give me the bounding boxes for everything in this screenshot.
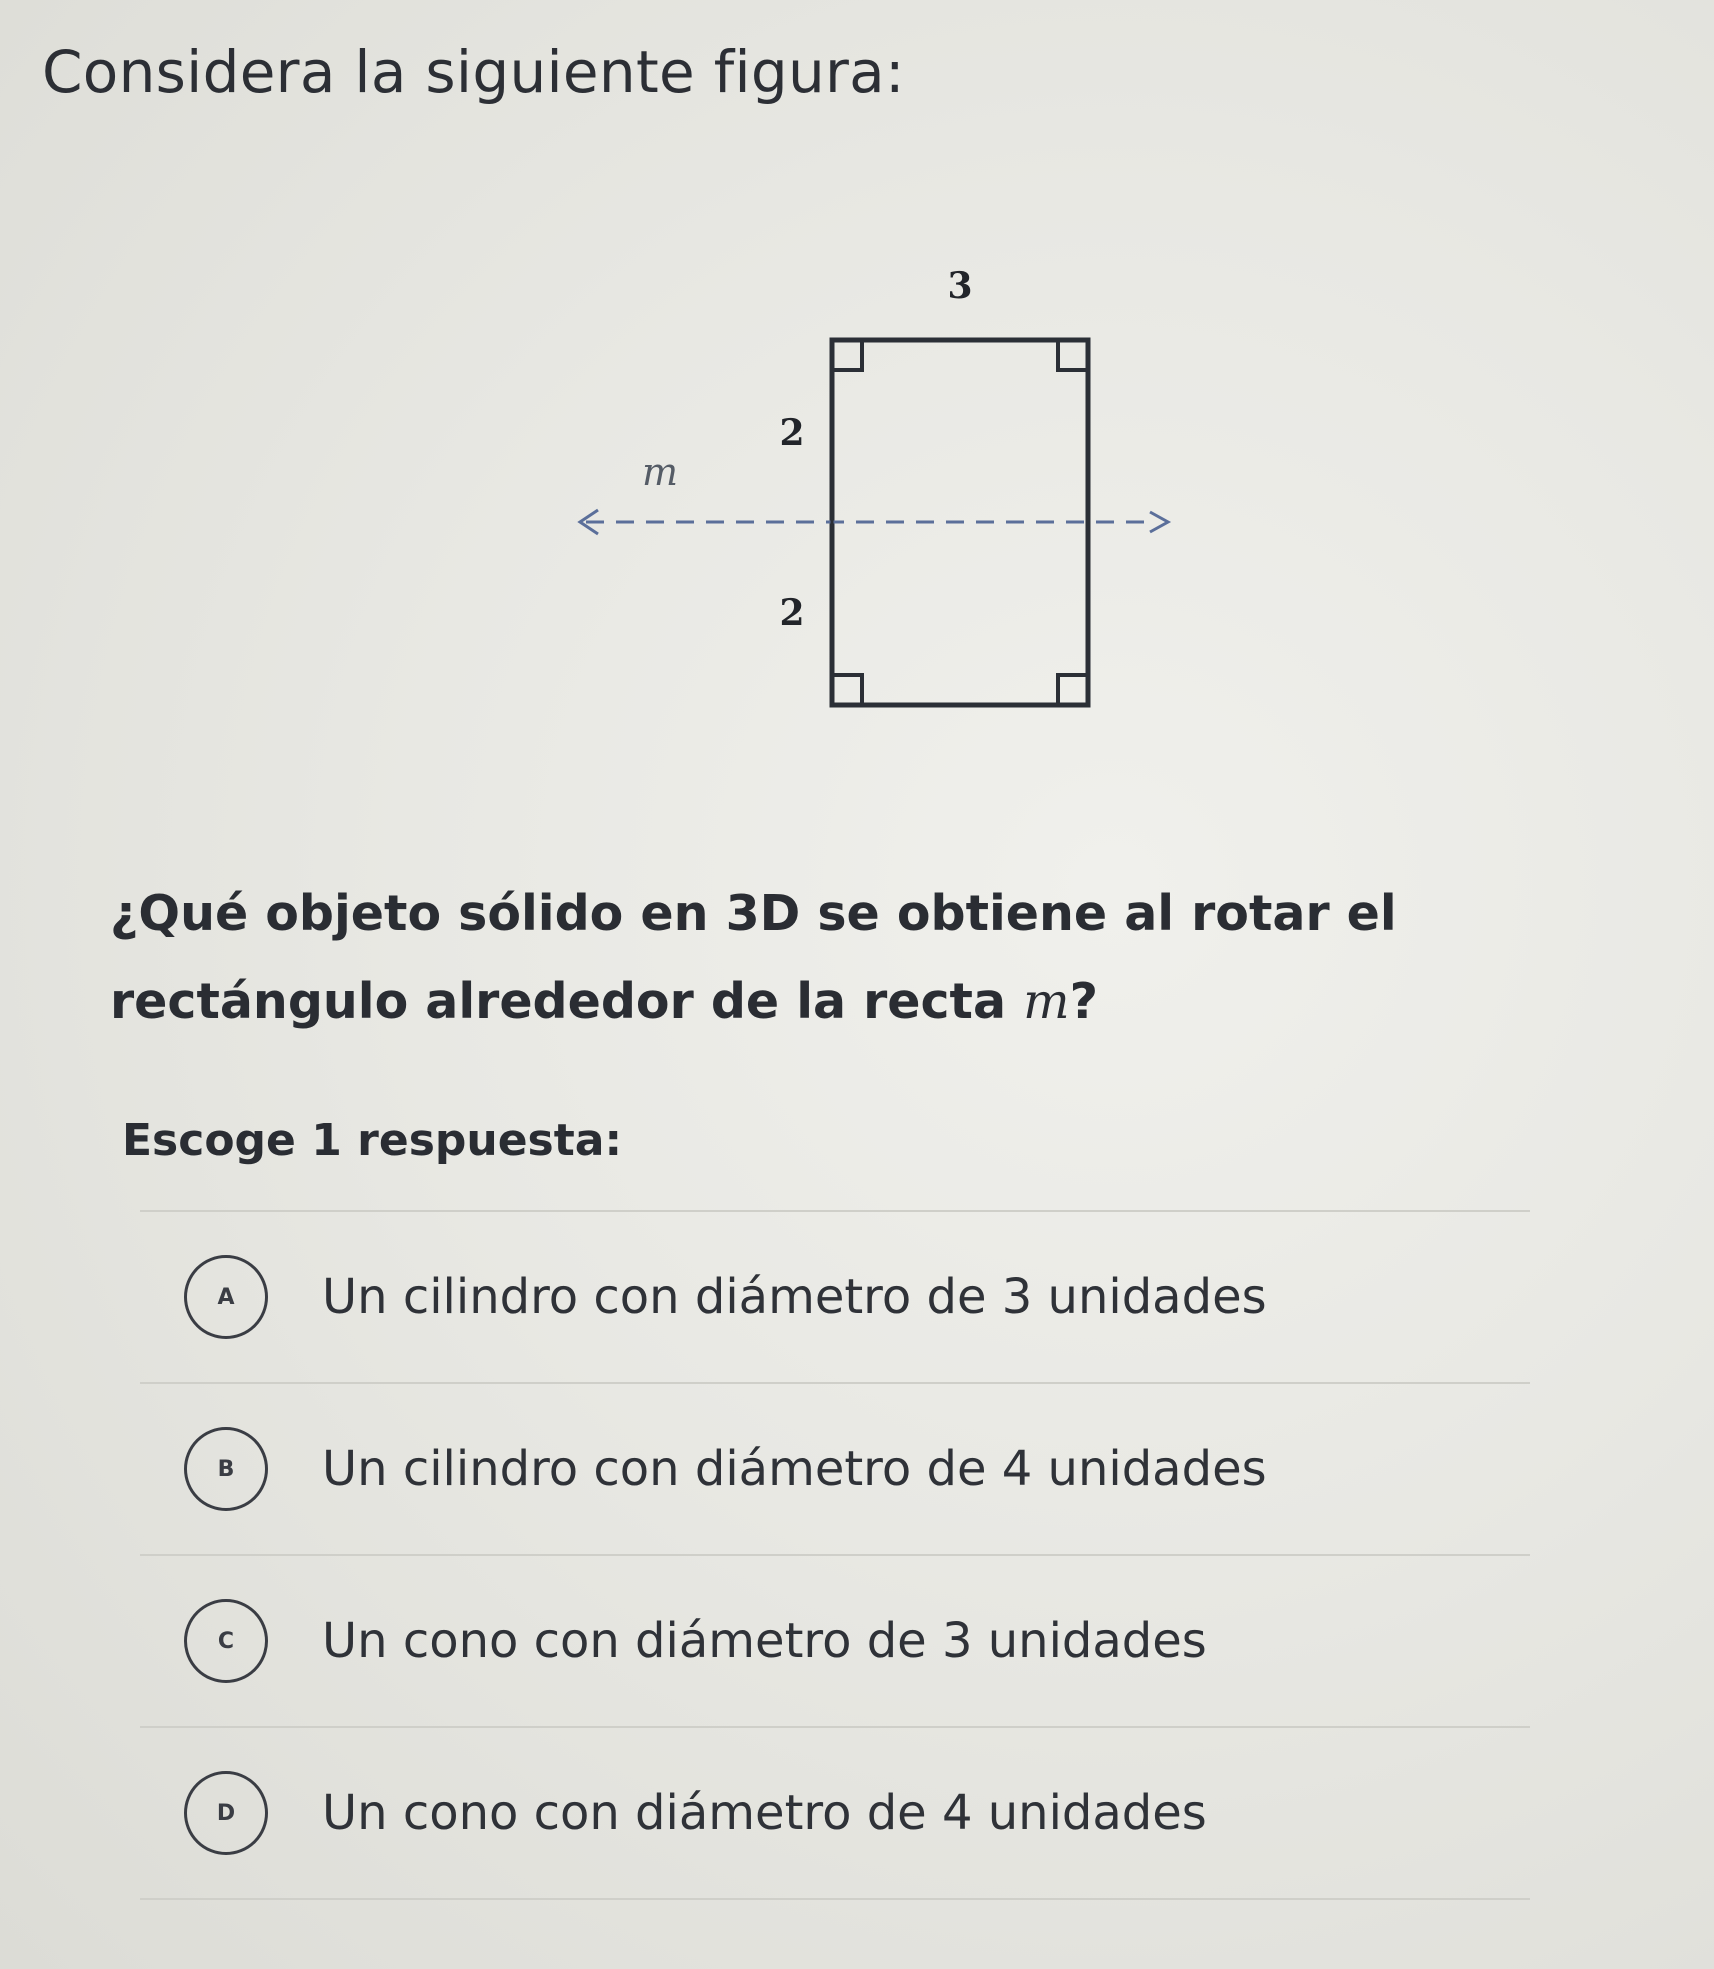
- option-d-text: Un cono con diámetro de 4 unidades: [322, 1785, 1207, 1841]
- right-angle-marker-top-right: [1058, 340, 1088, 370]
- divider: [140, 1898, 1530, 1900]
- choose-label: Escoge 1 respuesta:: [122, 1115, 623, 1166]
- question-text-before: ¿Qué objeto sólido en 3D se obtiene al rotar el rectángulo alrededor de la recta: [110, 885, 1397, 1030]
- label-line-m: m: [641, 450, 679, 494]
- figure-svg: [540, 250, 1200, 730]
- label-upper-2: 2: [779, 412, 805, 454]
- question-variable: m: [1023, 973, 1070, 1030]
- arrow-right-icon: [1150, 512, 1168, 532]
- right-angle-marker-bottom-right: [1058, 675, 1088, 705]
- option-d[interactable]: [140, 1728, 1530, 1898]
- rectangle-figure: [540, 250, 1200, 730]
- right-angle-marker-top-left: [832, 340, 862, 370]
- option-c-text: Un cono con diámetro de 3 unidades: [322, 1613, 1207, 1669]
- option-a-text: Un cilindro con diámetro de 3 unidades: [322, 1269, 1267, 1325]
- label-lower-2: 2: [779, 592, 805, 634]
- right-angle-marker-bottom-left: [832, 675, 862, 705]
- option-c[interactable]: [140, 1556, 1530, 1726]
- label-top-3: 3: [947, 265, 973, 307]
- answer-options: [140, 1210, 1530, 1900]
- option-a-radio[interactable]: A: [184, 1255, 268, 1339]
- question-text: [110, 870, 1670, 1046]
- option-d-radio[interactable]: D: [184, 1771, 268, 1855]
- option-c-radio[interactable]: C: [184, 1599, 268, 1683]
- option-b[interactable]: [140, 1384, 1530, 1554]
- question-text-after: ?: [1069, 973, 1099, 1030]
- option-b-radio[interactable]: B: [184, 1427, 268, 1511]
- option-b-text: Un cilindro con diámetro de 4 unidades: [322, 1441, 1267, 1497]
- option-a[interactable]: [140, 1212, 1530, 1382]
- page-title: Considera la siguiente figura:: [42, 38, 905, 106]
